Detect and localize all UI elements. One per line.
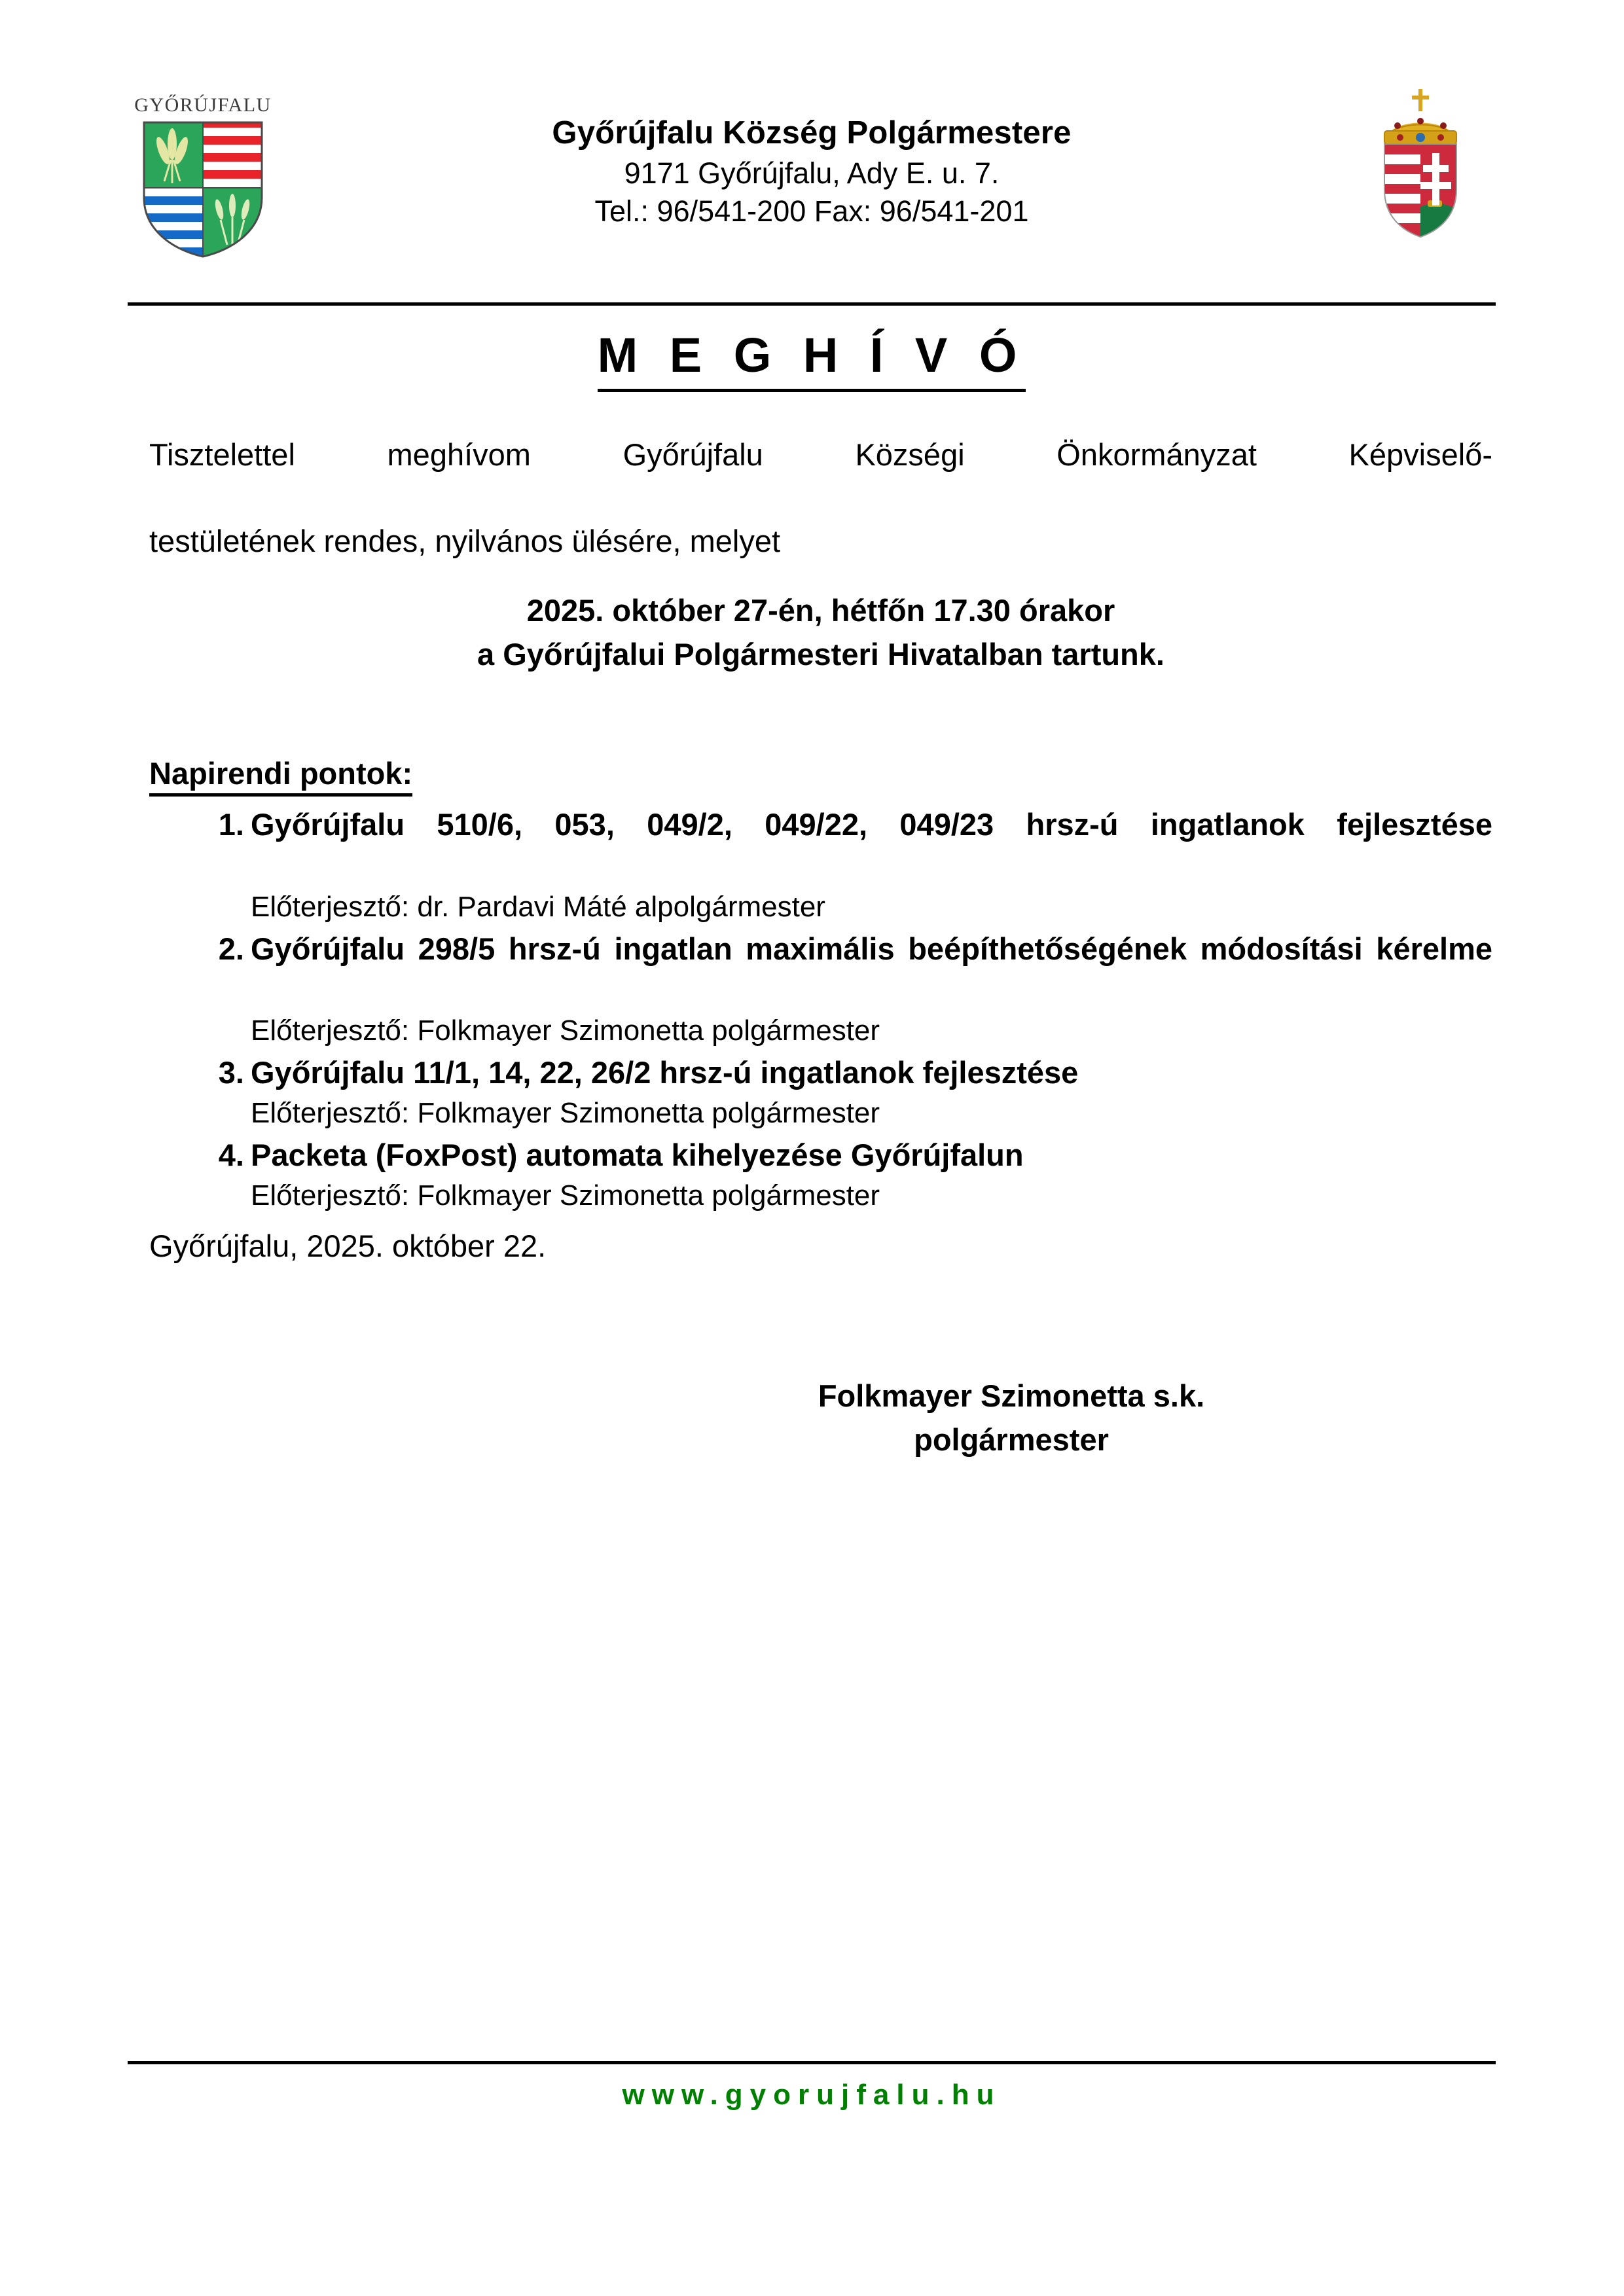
agenda-item-title: Packeta (FoxPost) automata kihelyezése Győrújfalun: [251, 1138, 1024, 1173]
invitation-intro-line-1: Tisztelettel meghívom Győrújfalu Községi Önkormányzat Képviselő-: [149, 437, 1492, 472]
agenda-item-presenter: Előterjesztő: dr. Pardavi Máté alpolgármester: [251, 890, 825, 923]
agenda-list: [149, 804, 1492, 1217]
signature-block: [717, 1374, 1306, 1462]
office-phone: Tel.: 96/541-200 Fax: 96/541-201: [594, 194, 1029, 228]
signature-name: Folkmayer Szimonetta s.k.: [818, 1378, 1205, 1413]
agenda-item-presenter: Előterjesztő: Folkmayer Szimonetta polgármester: [251, 1014, 880, 1047]
meeting-details: [149, 589, 1492, 676]
office-title: Győrújfalu Község Polgármestere: [552, 115, 1072, 151]
footer-website-url[interactable]: www.gyorujfalu.hu: [622, 2079, 1001, 2111]
agenda-item: [149, 928, 1492, 1051]
village-coat-of-arms: [128, 79, 278, 260]
agenda-heading: [149, 755, 412, 791]
office-address: 9171 Győrújfalu, Ady E. u. 7.: [624, 156, 1000, 190]
agenda-item: [149, 1134, 1492, 1215]
agenda-item-number: 4.: [218, 1138, 244, 1173]
meeting-venue: a Győrújfalui Polgármesteri Hivatalban tartunk.: [477, 636, 1164, 672]
letterhead: [128, 79, 1496, 288]
page-title-text: M E G H Í V Ó: [598, 328, 1026, 392]
place-and-date: Győrújfalu, 2025. október 22.: [149, 1229, 547, 1263]
agenda-item-number: 3.: [218, 1055, 244, 1090]
footer-divider: [128, 2061, 1496, 2064]
page-title: [128, 327, 1496, 383]
agenda-item-number: 1.: [218, 807, 244, 842]
meeting-datetime: 2025. október 27-én, hétfőn 17.30 órakor: [526, 593, 1115, 628]
agenda-item-presenter: Előterjesztő: Folkmayer Szimonetta polgármester: [251, 1097, 880, 1130]
hungary-coat-of-arms: [1345, 79, 1496, 239]
agenda-item-title: Győrújfalu 510/6, 053, 049/2, 049/22, 049/23 hrsz-ú ingatlanok fejlesztése: [251, 807, 1492, 842]
agenda-item: [149, 1052, 1492, 1133]
agenda-item-title: Győrújfalu 11/1, 14, 22, 26/2 hrsz-ú ingatlanok fejlesztése: [251, 1055, 1079, 1090]
invitation-intro-line-2: testületének rendes, nyilvános ülésére, melyet: [149, 523, 781, 558]
header-divider: [128, 302, 1496, 306]
office-header-text: [278, 79, 1345, 231]
signature-role: polgármester: [914, 1422, 1109, 1457]
agenda-item: [149, 804, 1492, 927]
agenda-item-number: 2.: [218, 931, 244, 966]
invitation-intro: [149, 433, 1492, 562]
agenda-item-title: Győrújfalu 298/5 hrsz-ú ingatlan maximális beépíthetőségének módosítási kérelme: [251, 931, 1492, 966]
agenda-item-presenter: Előterjesztő: Folkmayer Szimonetta polgármester: [251, 1179, 880, 1211]
hungary-coat-of-arms-icon: [1371, 85, 1470, 239]
village-shield-icon: [141, 119, 265, 260]
agenda-heading-text: Napirendi pontok:: [149, 756, 412, 797]
village-coat-of-arms-caption: GYŐRÚJFALU: [134, 94, 272, 116]
